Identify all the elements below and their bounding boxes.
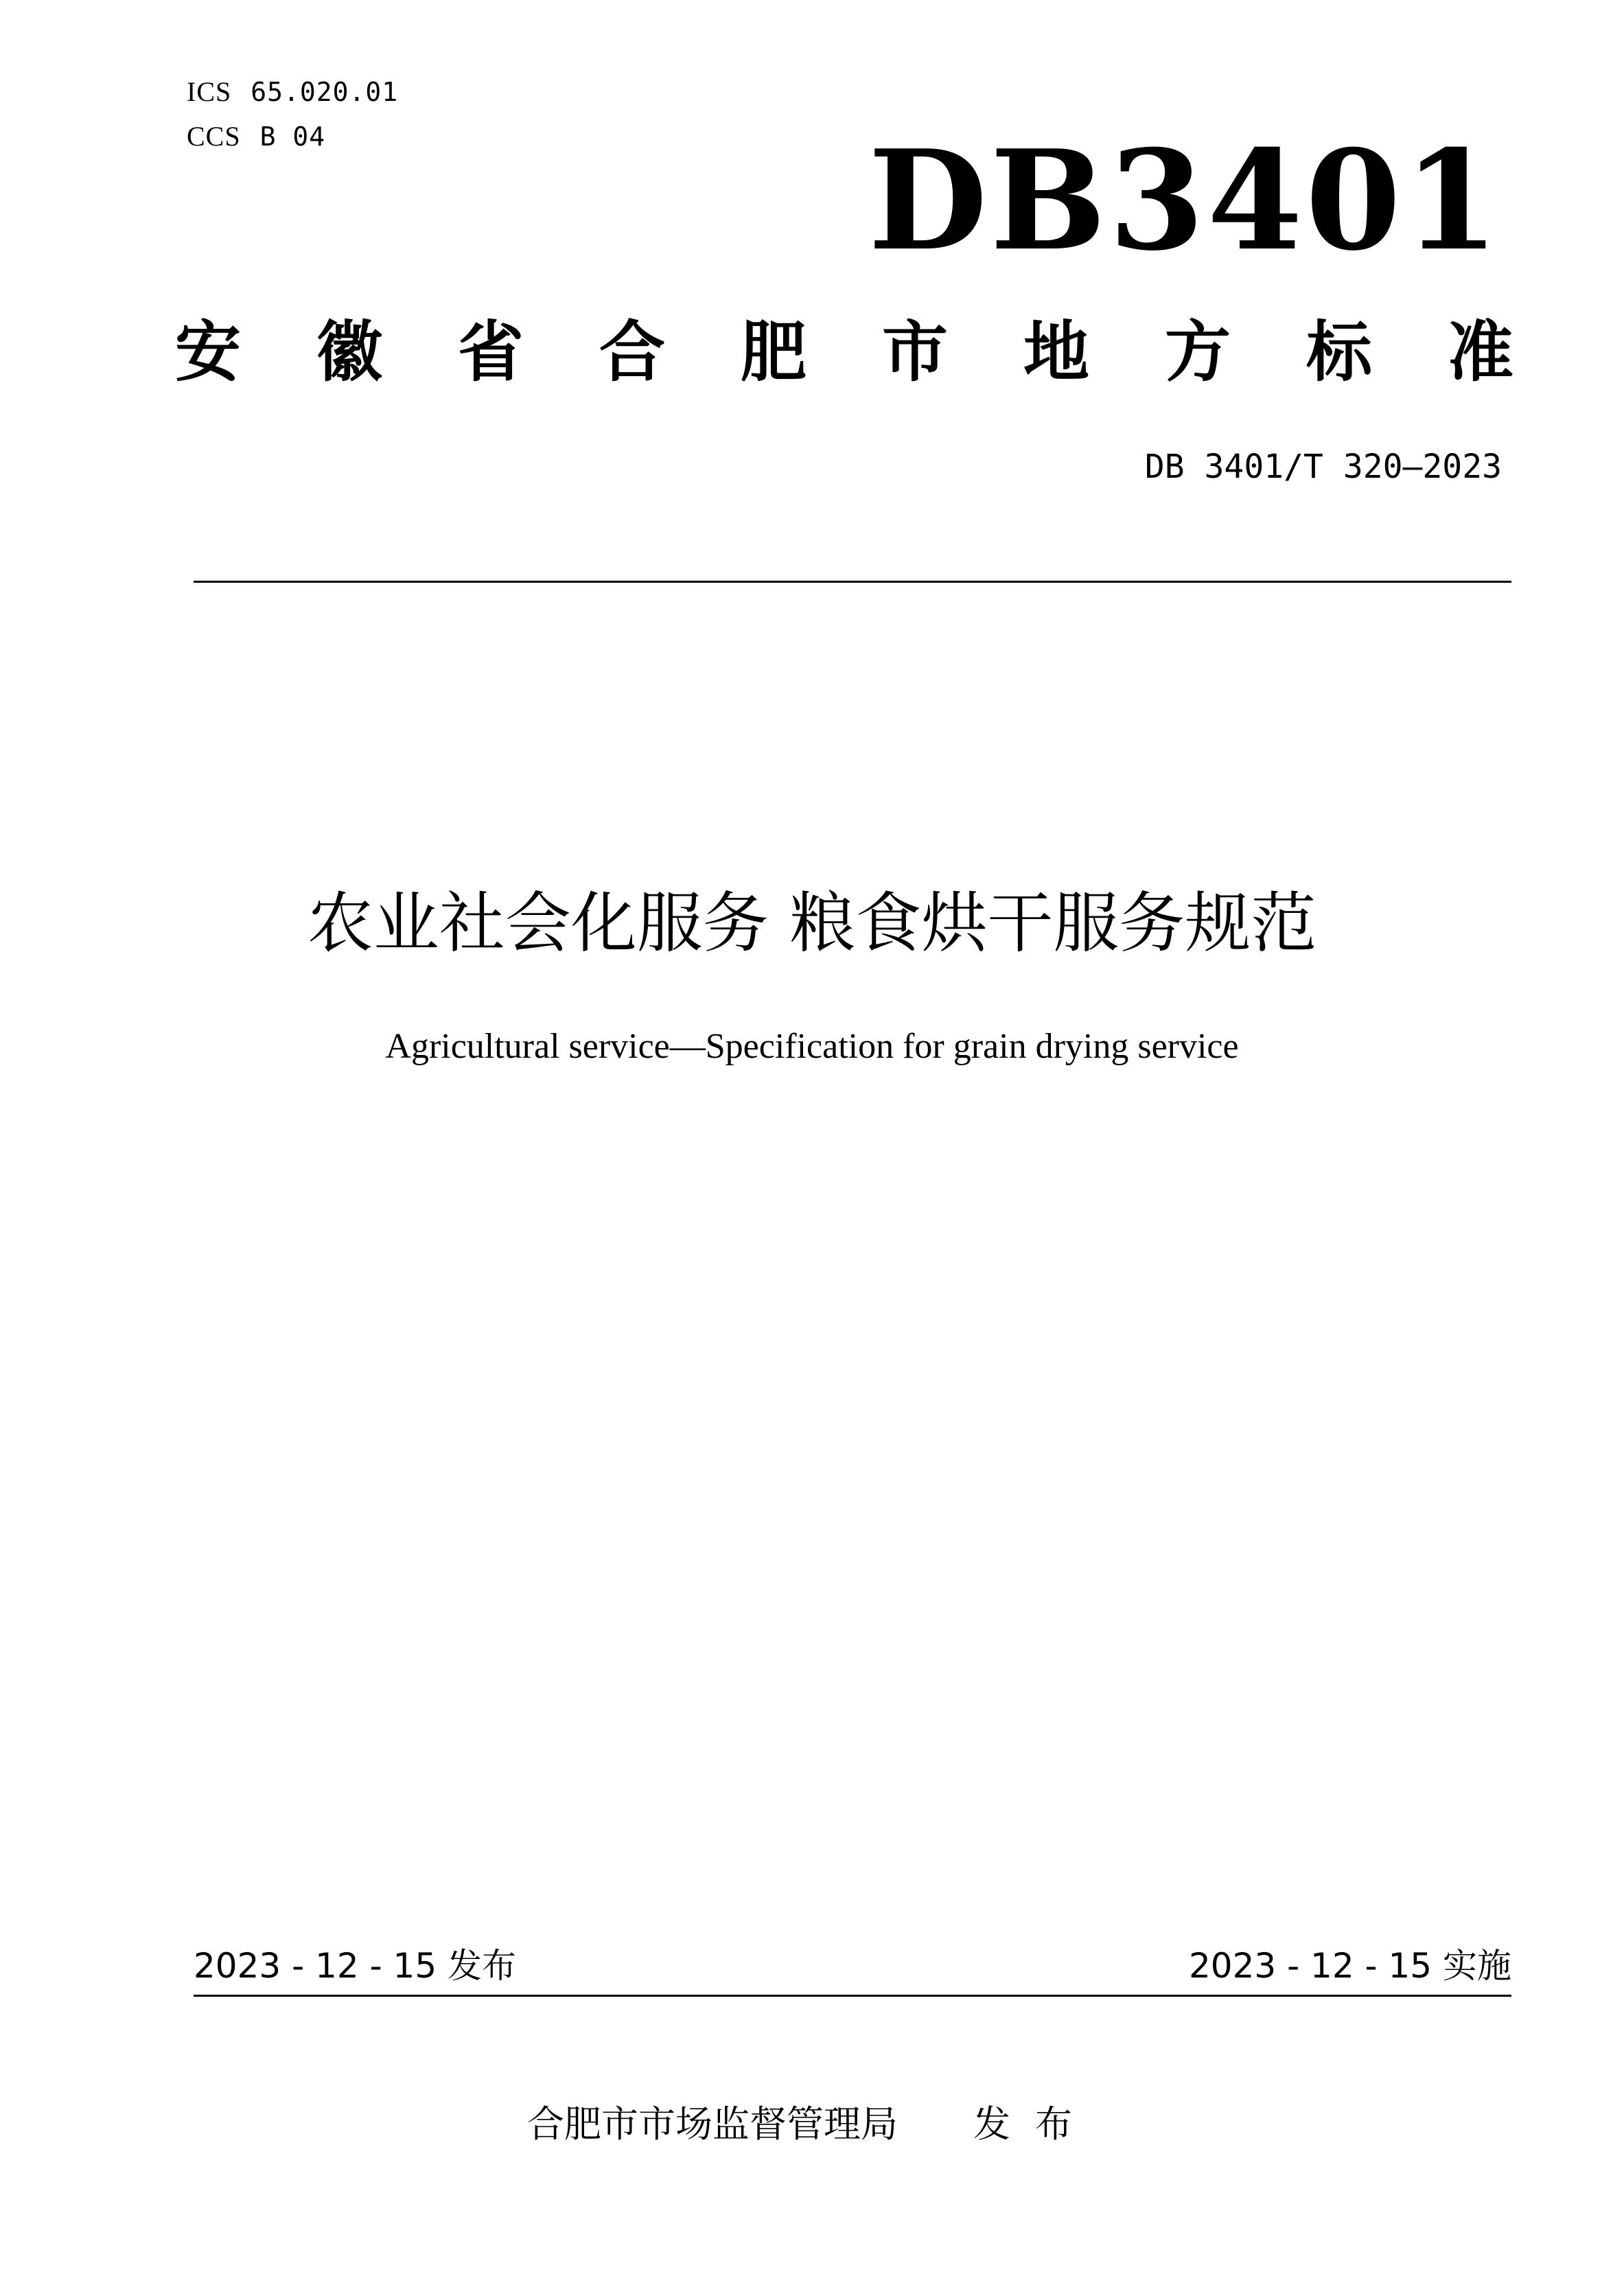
title-chinese: 农业社会化服务 粮食烘干服务规范 (307, 885, 1317, 962)
title-english: Agricultural service—Specification for grain drying service (385, 1027, 1239, 1066)
standard-type-char: 准 (1448, 314, 1513, 391)
header-divider (194, 581, 1511, 583)
issuer-organization: 合肥市市场监督管理局 (527, 2102, 898, 2146)
standard-type-char: 方 (1165, 314, 1231, 391)
standard-type-char: 标 (1306, 314, 1372, 391)
issuer-line (0, 2100, 1624, 2148)
standard-type-char: 肥 (741, 314, 807, 391)
standard-type-char: 省 (458, 314, 524, 391)
implement-date: 2023 - 12 - 15 实施 (1188, 1946, 1511, 1986)
footer-divider (194, 1995, 1511, 1997)
ccs-label: CCS (187, 121, 241, 152)
standard-number: DB 3401/T 320—2023 (1144, 448, 1502, 486)
ccs-value: B 04 (259, 121, 326, 152)
standard-type-char: 徽 (316, 314, 382, 391)
publish-date: 2023 - 12 - 15 发布 (194, 1946, 517, 1986)
ics-code (187, 76, 398, 108)
db-logo: DB3401 (868, 120, 1503, 281)
standard-type-char: 合 (599, 314, 665, 391)
standard-type-heading (175, 314, 1513, 390)
standard-type-char: 地 (1023, 314, 1089, 391)
standard-type-char: 安 (175, 314, 241, 391)
ccs-code (187, 120, 325, 152)
standard-type-char: 市 (882, 314, 948, 391)
issuer-action: 发布 (973, 2102, 1097, 2146)
ics-value: 65.020.01 (251, 77, 399, 107)
ics-label: ICS (187, 76, 232, 107)
